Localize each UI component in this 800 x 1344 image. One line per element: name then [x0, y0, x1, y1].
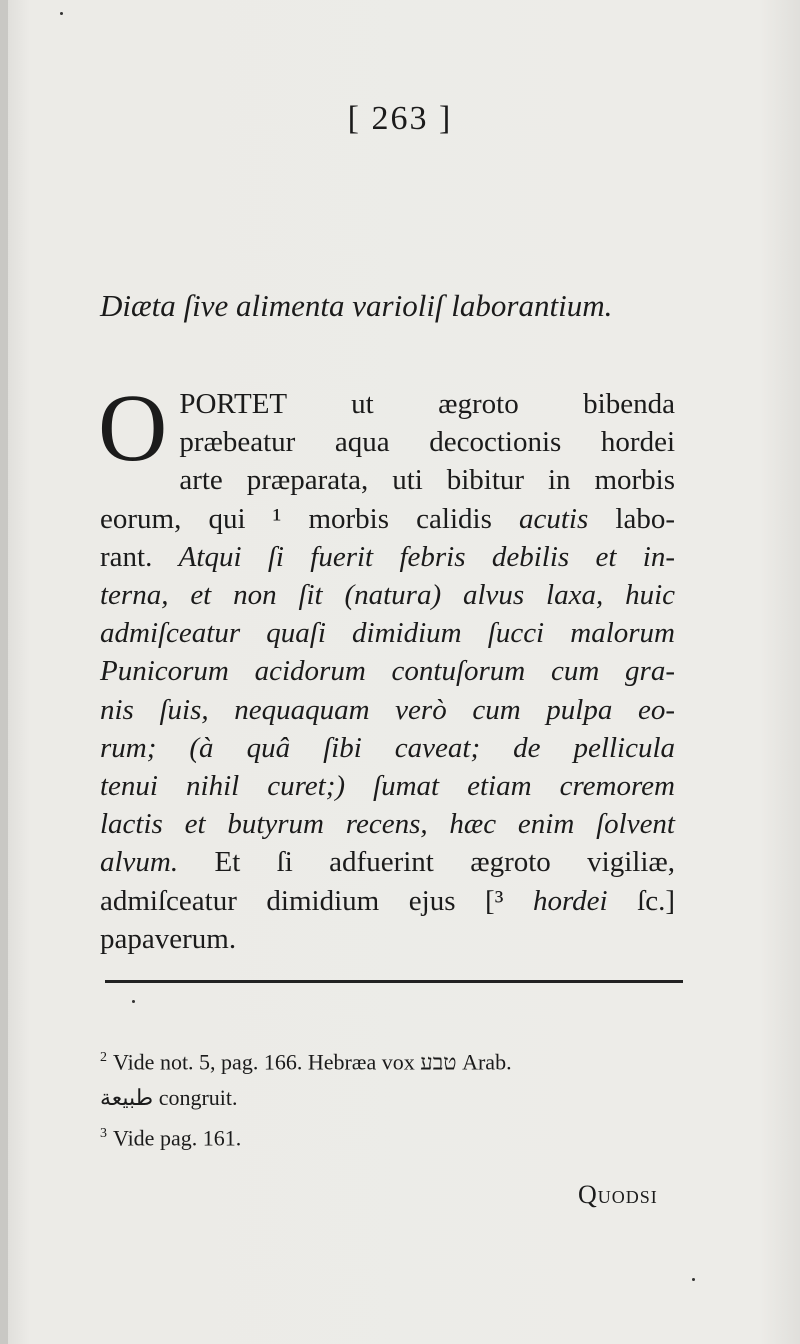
paper-speck [132, 1000, 135, 1003]
text-line [100, 882, 675, 920]
text-line [100, 538, 675, 576]
footnotes [100, 1040, 685, 1157]
footnote-separator-rule [105, 980, 683, 983]
footnote-number: 3 [100, 1126, 107, 1142]
text-line [100, 729, 675, 767]
text-line [100, 500, 675, 538]
footnote-2-continued [100, 1080, 685, 1116]
italic-text-run: admiſceatur quaſi dimidium ſucci malorum [100, 617, 675, 650]
italic-text-run: tenui nihil curet;) ſumat etiam cremorem [100, 770, 675, 803]
italic-text-run: terna, et non ſit (natura) alvus laxa, huic [100, 579, 675, 612]
text-run: eorum, qui ¹ morbis calidis [100, 502, 519, 535]
text-line [100, 614, 675, 652]
drop-cap: O [98, 374, 168, 481]
text-line [100, 843, 675, 881]
text-line [100, 461, 675, 499]
text-run: ſc.] [607, 884, 675, 917]
paper-speck [60, 12, 63, 15]
text-line [100, 652, 675, 690]
italic-text-run: rum; (à quâ ſibi caveat; de pellicula [100, 731, 675, 764]
footnote-number: 2 [100, 1050, 107, 1065]
text-line [100, 805, 675, 843]
text-line [100, 385, 675, 423]
footnote-text: Vide pag. 161. [113, 1125, 242, 1151]
page-edge-shadow [0, 0, 8, 1344]
text-run: admiſceatur dimidium ejus [³ [100, 884, 533, 917]
footnote-text: طبيعة congruit. [100, 1085, 238, 1111]
italic-text-run: acutis [518, 502, 589, 535]
text-line [100, 767, 675, 805]
text-run: papaverum. [100, 922, 237, 955]
text-line [100, 423, 675, 461]
italic-text-run: alvum. [100, 846, 179, 879]
footnote-text: Vide not. 5, pag. 166. Hebræa vox טבע Arab. [113, 1049, 512, 1075]
text-run: labo- [588, 502, 675, 535]
footnote-3 [100, 1116, 685, 1156]
footnote-2 [100, 1040, 685, 1080]
page-number: [ 263 ] [347, 100, 453, 137]
text-run: Et ſi adfuerint ægroto vigiliæ, [178, 846, 675, 879]
body-paragraph [98, 374, 675, 958]
italic-text-run: nis ſuis, nequaquam verò cum pulpa eo- [100, 693, 675, 726]
italic-text-run: hordei [532, 884, 608, 917]
section-title: Diæta ſive alimenta varioliſ laborantium. [100, 288, 613, 323]
body-lines [98, 374, 675, 958]
text-run: rant. [100, 540, 179, 573]
text-line [100, 576, 675, 614]
catchword: Quodsi [578, 1180, 658, 1209]
italic-text-run: Atqui ſi fuerit febris debilis et in- [178, 540, 675, 573]
text-line [100, 920, 675, 958]
italic-text-run: Punicorum acidorum contuſorum cum gra- [100, 655, 675, 688]
text-run: arte præparata, uti bibitur in morbis [179, 464, 675, 497]
text-line [100, 691, 675, 729]
italic-text-run: lactis et butyrum recens, hæc enim ſolvent [100, 808, 675, 841]
text-run: PORTET ut ægroto bibenda [179, 388, 675, 420]
paper-speck [692, 1278, 695, 1281]
text-run: præbeatur aqua decoctionis hordei [179, 426, 675, 459]
